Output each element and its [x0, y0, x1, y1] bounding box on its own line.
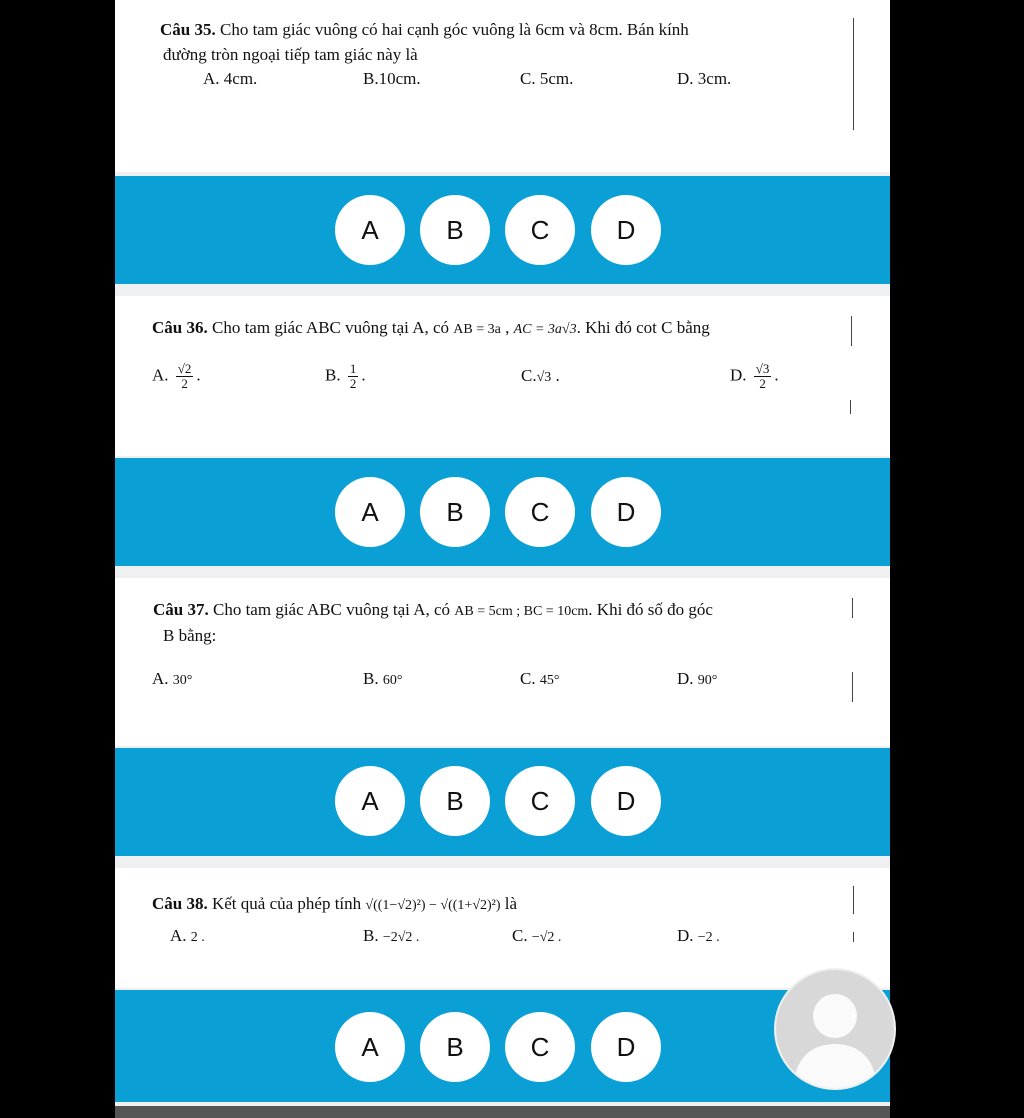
option-b	[363, 926, 419, 946]
option-a: A. 4cm.	[203, 69, 258, 88]
option-b: B. $\frac{1}{2}$ .	[325, 361, 366, 391]
margin-line	[851, 316, 852, 346]
question-text: Cho tam giác vuông có hai cạnh góc vuông là 6cm và 8cm. Bán kính	[219, 20, 689, 39]
question-number: Câu 38.	[152, 894, 208, 913]
option-value: −2 .	[697, 930, 720, 945]
answer-b-button[interactable]: B	[420, 766, 490, 836]
fraction-sqrt3-over-2: $\frac{√3}{2}$	[755, 361, 770, 391]
math-ac: AC = 3a√3	[513, 322, 577, 337]
option-c	[512, 926, 561, 946]
question-text: Kết quả của phép tính	[211, 894, 362, 913]
answer-d-button[interactable]: D	[591, 477, 661, 547]
option-value: 60°	[382, 673, 403, 688]
option-a	[170, 926, 205, 946]
option-letter: A.	[152, 669, 169, 688]
option-letter: C.	[512, 926, 528, 945]
option-letter: D.	[730, 365, 747, 385]
question-text-suffix: . Khi đó cot C bằng	[576, 318, 710, 337]
margin-line	[852, 672, 853, 702]
margin-line	[852, 598, 853, 618]
question-number: Câu 36.	[152, 318, 208, 337]
quiz-page	[115, 0, 890, 1118]
option-letter: D.	[677, 669, 694, 688]
answer-d-button[interactable]: D	[591, 195, 661, 265]
question-text-suffix: . Khi đó số đo góc	[588, 600, 713, 619]
answer-d-button[interactable]: D	[591, 766, 661, 836]
option-letter: B.	[325, 365, 341, 385]
answer-c-button[interactable]: C	[505, 1012, 575, 1082]
answer-b-button[interactable]: B	[420, 477, 490, 547]
option-letter: A.	[152, 365, 169, 385]
math-ab: AB = 3a	[453, 322, 501, 337]
option-letter: C.	[521, 366, 537, 385]
answer-a-button[interactable]: A	[335, 766, 405, 836]
answer-bar-35	[115, 176, 890, 284]
option-d: D. 3cm.	[677, 69, 732, 88]
margin-line	[853, 932, 854, 942]
answer-c-button[interactable]: C	[505, 195, 575, 265]
question-number: Câu 35.	[160, 20, 216, 39]
option-value: 30°	[172, 673, 193, 688]
option-letter: C.	[520, 669, 536, 688]
math-sqrt3: √3	[536, 370, 552, 385]
question-text: Cho tam giác ABC vuông tại A, có	[212, 600, 451, 619]
option-value: −√2 .	[531, 930, 562, 945]
option-a: A. $\frac{√2}{2}$ .	[152, 361, 201, 391]
option-c	[520, 669, 559, 689]
math-ab-bc: AB = 5cm ; BC = 10cm	[454, 604, 589, 619]
user-silhouette-icon	[776, 970, 894, 1088]
question-card-38	[115, 868, 890, 988]
option-a	[152, 669, 192, 689]
margin-line	[853, 18, 854, 130]
question-text-suffix: là	[504, 894, 518, 913]
option-letter: A.	[170, 926, 187, 945]
option-value: 45°	[539, 673, 560, 688]
answer-a-button[interactable]: A	[335, 477, 405, 547]
question-text-continued: đường tròn ngoại tiếp tam giác này là	[163, 45, 418, 64]
option-c: C.√3 .	[521, 366, 560, 385]
option-letter: B.	[363, 926, 379, 945]
margin-line	[850, 400, 851, 414]
question-card-35	[115, 0, 890, 172]
answer-c-button[interactable]: C	[505, 766, 575, 836]
question-number: Câu 37.	[153, 600, 209, 619]
option-value: 2 .	[190, 930, 205, 945]
answer-bar-37	[115, 748, 890, 856]
question-card-37	[115, 578, 890, 746]
answer-bar-38	[115, 990, 890, 1102]
math-expression: √((1−√2)²) − √((1+√2)²)	[365, 898, 501, 913]
option-letter: D.	[677, 926, 694, 945]
answer-d-button[interactable]: D	[591, 1012, 661, 1082]
answer-bar-36	[115, 458, 890, 566]
option-value: −2√2 .	[382, 930, 420, 945]
option-b	[363, 669, 402, 689]
option-value: 90°	[697, 673, 718, 688]
margin-line	[853, 886, 854, 914]
answer-a-button[interactable]: A	[335, 195, 405, 265]
option-d: D. $\frac{√3}{2}$ .	[730, 361, 779, 391]
option-b: B.10cm.	[363, 69, 421, 88]
option-d	[677, 669, 717, 689]
fraction-1-over-2: $\frac{1}{2}$	[349, 361, 357, 391]
answer-a-button[interactable]: A	[335, 1012, 405, 1082]
bottom-bar	[115, 1106, 890, 1118]
answer-b-button[interactable]: B	[420, 195, 490, 265]
fraction-sqrt2-over-2: $\frac{√2}{2}$	[177, 361, 192, 391]
question-card-36: Câu 36. Cho tam giác ABC vuông tại A, có AB = 3a , AC = 3a√3. Khi đó cot C bằng A. $\frac{√2}{2}$ . B. $\frac{1}{2}$ . C.√3 . D. $\frac{√3}{2}$ .	[115, 296, 890, 456]
option-letter: B.	[363, 669, 379, 688]
question-text: Cho tam giác ABC vuông tại A, có	[211, 318, 450, 337]
option-d	[677, 926, 720, 946]
answer-b-button[interactable]: B	[420, 1012, 490, 1082]
option-c: C. 5cm.	[520, 69, 574, 88]
answer-c-button[interactable]: C	[505, 477, 575, 547]
default-user-avatar-icon[interactable]	[774, 968, 896, 1090]
question-text-continued: B bằng:	[163, 626, 217, 645]
